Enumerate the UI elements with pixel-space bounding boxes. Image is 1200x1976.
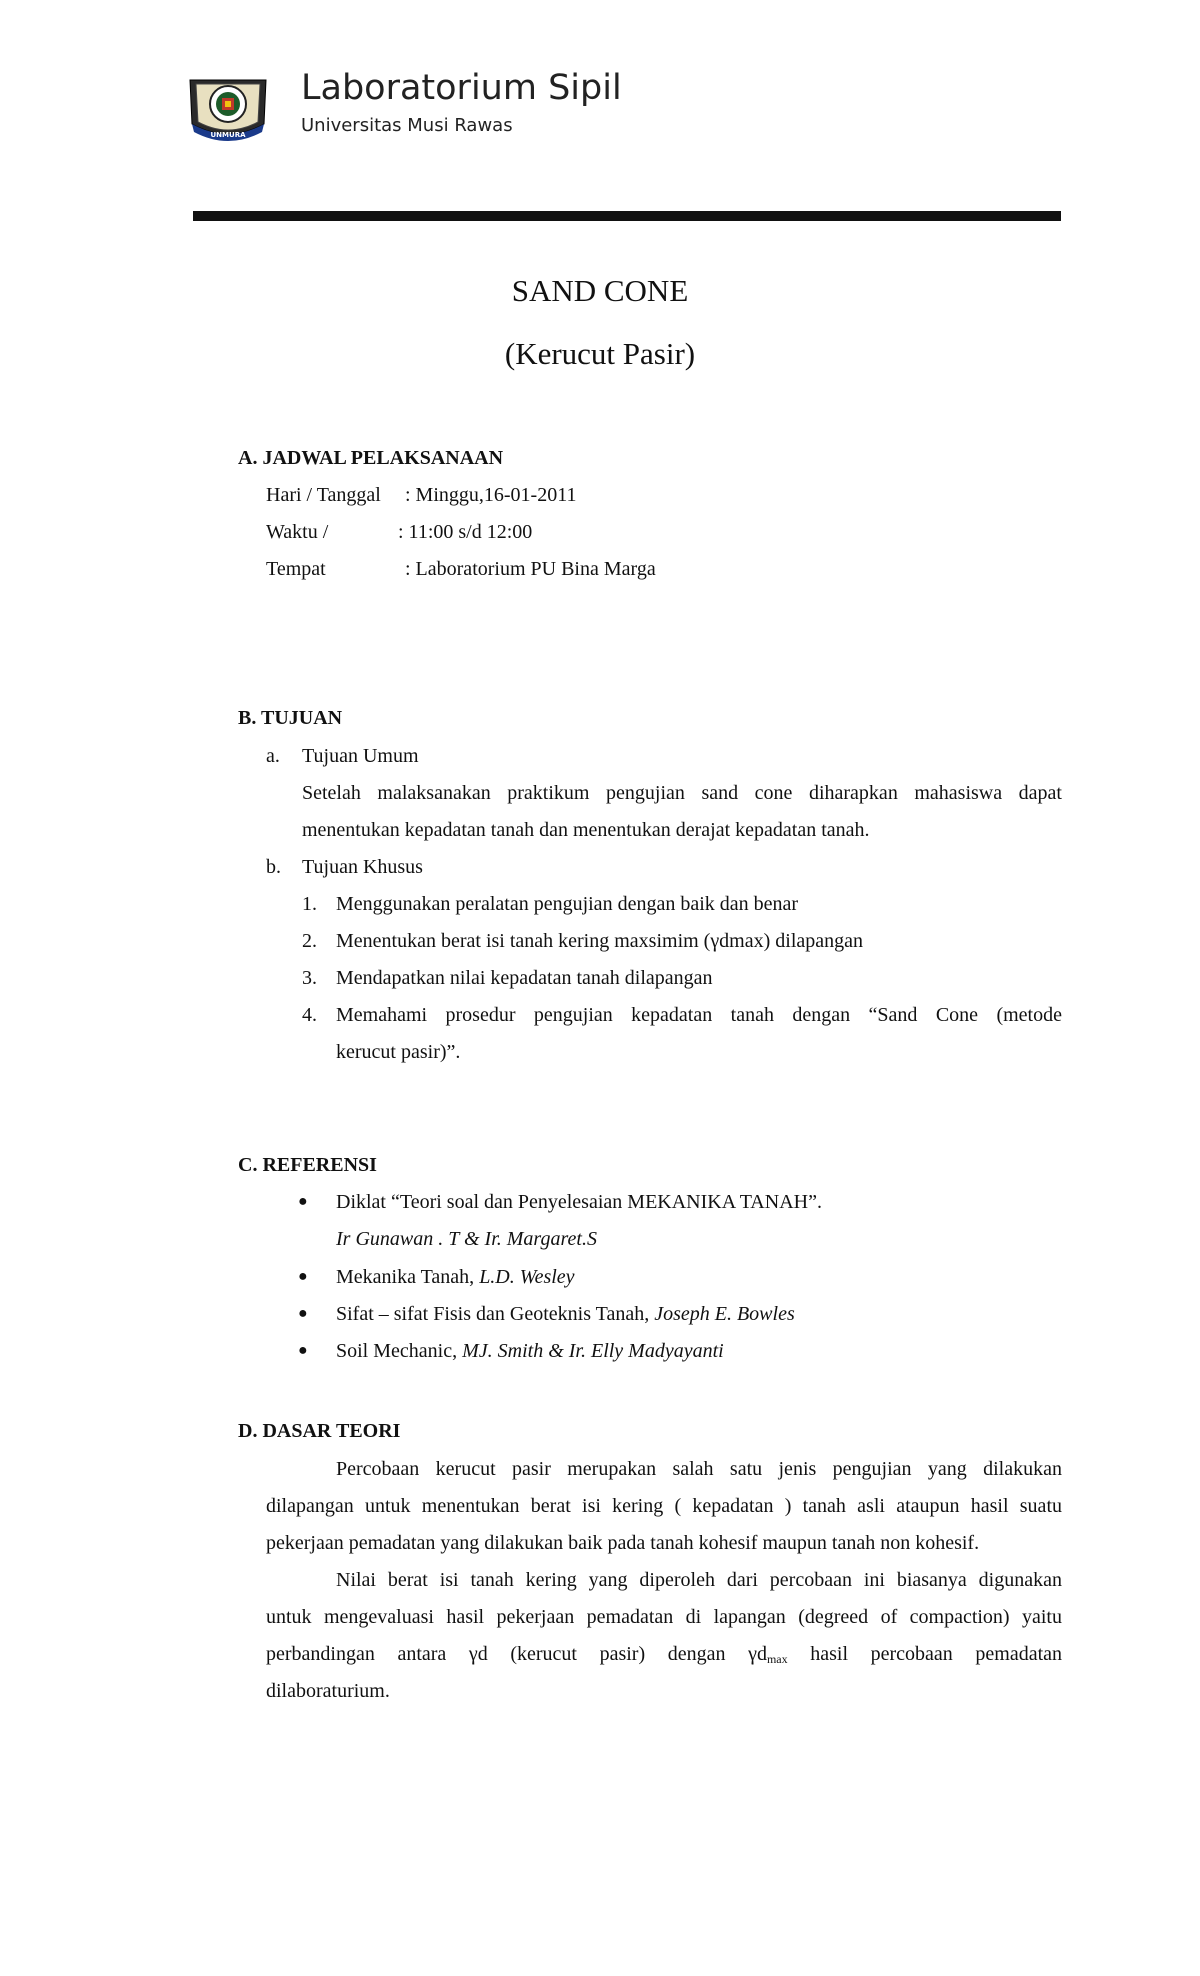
bullet-icon: ● (298, 1268, 308, 1285)
bullet-icon: ● (298, 1342, 308, 1359)
reference-author: Joseph E. Bowles (654, 1303, 795, 1325)
section-a-heading: A. JADWAL PELAKSANAAN (238, 447, 504, 469)
reference-item (336, 1264, 575, 1290)
theory-p2-line (266, 1641, 1062, 1672)
lab-name: Laboratorium Sipil (301, 68, 622, 108)
theory-p2-line: untuk mengevaluasi hasil pekerjaan pemadatan di lapangan (degreed of compaction) yaitu (266, 1606, 1062, 1628)
theory-p1-line: dilapangan untuk menentukan berat isi kering ( kepadatan ) tanah asli ataupun hasil suatu (266, 1495, 1062, 1517)
objective-item-text: Menentukan berat isi tanah kering maxsimim (γdmax) dilapangan (336, 930, 864, 952)
section-d-heading: D. DASAR TEORI (238, 1420, 401, 1442)
reference-author: L.D. Wesley (479, 1266, 575, 1288)
reference-item (336, 1301, 795, 1327)
objective-item-text: Menggunakan peralatan pengujian dengan baik dan benar (336, 893, 799, 915)
objective-item-text-cont: kerucut pasir)”. (336, 1041, 461, 1063)
theory-p1-line: pekerjaan pemadatan yang dilakukan baik pada tanah kohesif maupun tanah non kohesif. (266, 1532, 980, 1554)
reference-title: Sifat – sifat Fisis dan Geoteknis Tanah, (336, 1303, 655, 1325)
reference-title: Mekanika Tanah, (336, 1266, 480, 1288)
page-title: SAND CONE (511, 273, 689, 308)
schedule-value-time: : 11:00 s/d 12:00 (398, 521, 533, 543)
objective-a-text-1: Setelah malaksanakan praktikum pengujian sand cone diharapkan mahasiswa dapat (302, 782, 1062, 804)
objective-item-number: 1. (302, 893, 317, 915)
objective-item-number: 4. (302, 1004, 317, 1026)
objective-a-marker: a. (266, 745, 280, 767)
schedule-value-place: : Laboratorium PU Bina Marga (405, 558, 656, 580)
theory-subscript: max (766, 1652, 788, 1666)
reference-item: Diklat “Teori soal dan Penyelesaian MEKANIKA TANAH”. (336, 1191, 822, 1213)
objective-b-title: Tujuan Khusus (302, 856, 423, 878)
schedule-label-time: Waktu / (266, 521, 329, 543)
schedule-label-place: Tempat (266, 558, 326, 580)
university-name: Universitas Musi Rawas (301, 115, 513, 136)
reference-author: Ir Gunawan . T & Ir. Margaret.S (336, 1228, 597, 1250)
bullet-icon: ● (298, 1305, 308, 1322)
schedule-label-date: Hari / Tanggal (266, 484, 381, 506)
theory-text: perbandingan antara γd (kerucut pasir) dengan γd (266, 1643, 767, 1665)
objective-b-marker: b. (266, 856, 281, 878)
objective-a-text-2: menentukan kepadatan tanah dan menentukan derajat kepadatan tanah. (302, 819, 870, 841)
section-b-heading: B. TUJUAN (238, 707, 343, 729)
reference-title: Soil Mechanic, (336, 1340, 463, 1362)
schedule-value-date: : Minggu,16-01-2011 (405, 484, 577, 506)
theory-p2-line: dilaboraturium. (266, 1680, 390, 1702)
page-subtitle: (Kerucut Pasir) (504, 336, 696, 371)
theory-p2-line: Nilai berat isi tanah kering yang diperoleh dari percobaan ini biasanya digunakan (336, 1569, 1062, 1591)
reference-item (336, 1338, 724, 1364)
university-logo (188, 72, 268, 146)
section-c-heading: C. REFERENSI (238, 1154, 377, 1176)
objective-item-text: Mendapatkan nilai kepadatan tanah dilapangan (336, 967, 713, 989)
header-divider (193, 211, 1061, 221)
theory-text: hasil percobaan pemadatan (787, 1643, 1063, 1665)
objective-item-number: 3. (302, 967, 317, 989)
reference-author: MJ. Smith & Ir. Elly Madyayanti (462, 1340, 724, 1362)
objective-a-title: Tujuan Umum (302, 745, 419, 767)
objective-item-text: Memahami prosedur pengujian kepadatan tanah dengan “Sand Cone (metode (336, 1004, 1062, 1026)
svg-text:UNMURA: UNMURA (210, 131, 246, 139)
theory-p1-line: Percobaan kerucut pasir merupakan salah satu jenis pengujian yang dilakukan (336, 1458, 1062, 1480)
objective-item-number: 2. (302, 930, 317, 952)
bullet-icon: ● (298, 1193, 308, 1210)
